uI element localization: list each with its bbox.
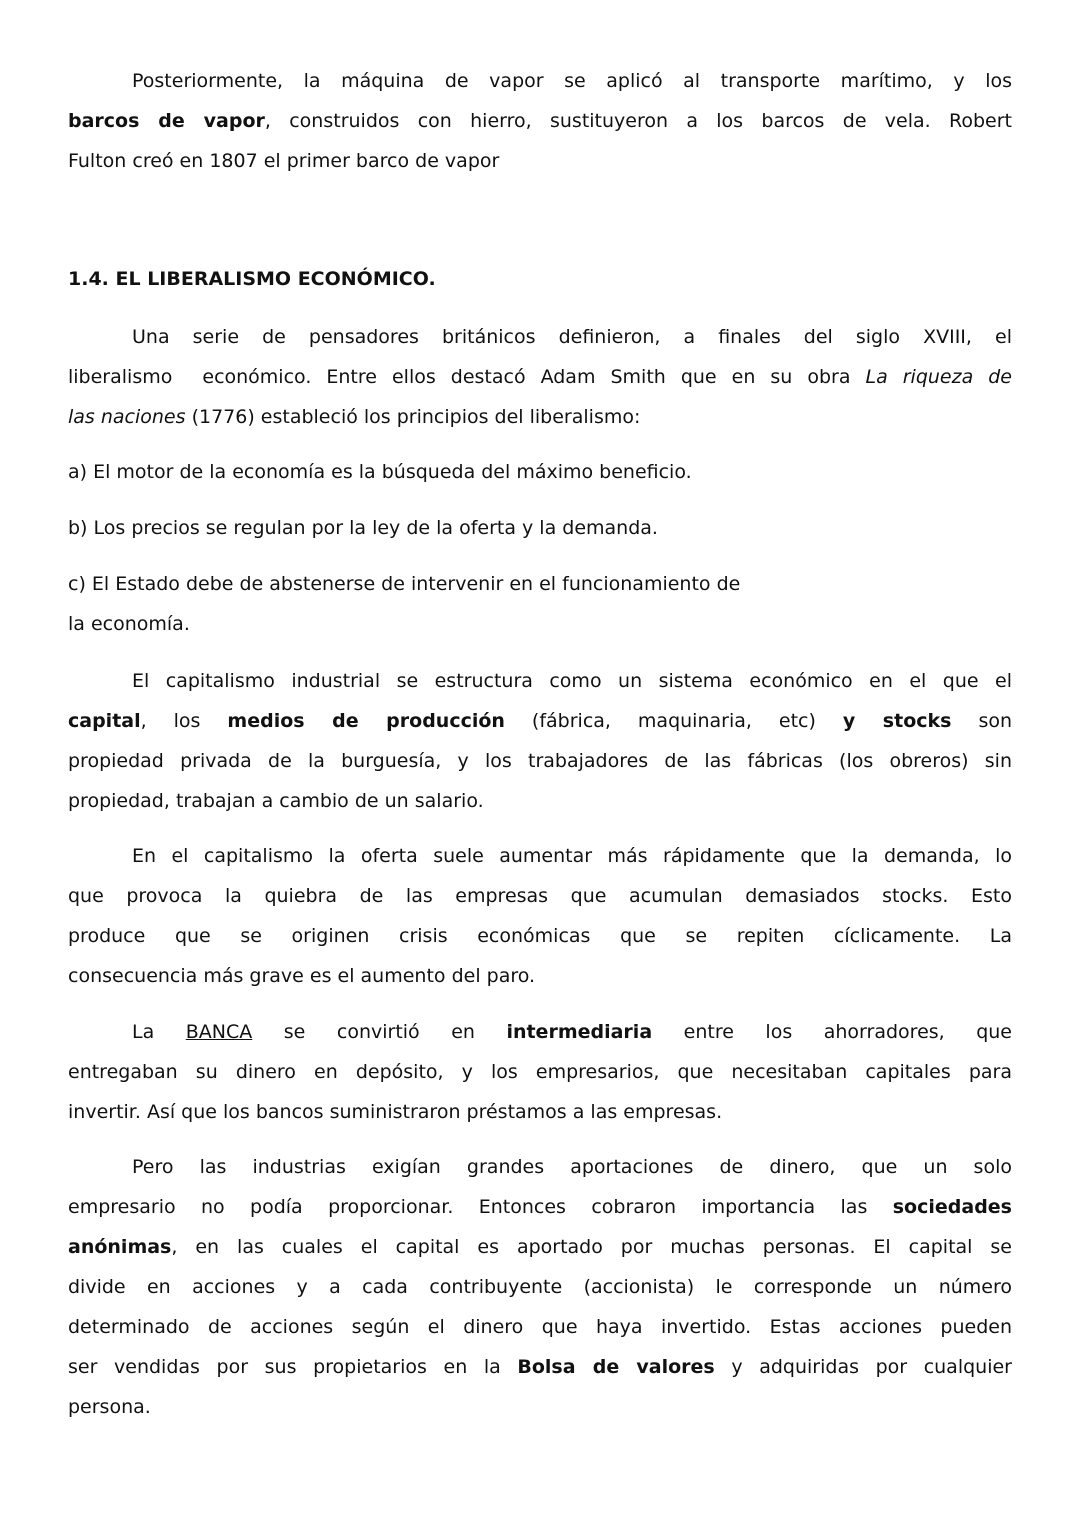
text-run: Pero las industrias exigían grandes aportaciones de dinero, que un solo [132, 1156, 1012, 1178]
list-item [68, 508, 1012, 548]
text-run: propiedad privada de la burguesía, y los trabajadores de las fábricas (los obreros) sin [68, 750, 1012, 772]
bold-text: capital [68, 710, 141, 732]
text-run: Fulton creó en 1807 el primer barco de vapor [68, 150, 500, 172]
text-run: divide en acciones y a cada contribuyente (accionista) le corresponde un número [68, 1276, 1012, 1298]
text-run: a) El motor de la economía es la búsqueda del máximo beneficio. [68, 461, 692, 483]
bold-text: anónimas [68, 1236, 172, 1258]
text-line [68, 61, 1012, 101]
paragraph [68, 317, 1012, 437]
text-line [68, 101, 1012, 141]
text-line [68, 1267, 1012, 1307]
text-line [68, 259, 1012, 299]
text-run: La [132, 1021, 186, 1043]
text-line [68, 1052, 1012, 1092]
text-line [68, 1387, 1012, 1427]
paragraph [68, 1147, 1012, 1427]
list-item [68, 452, 1012, 492]
text-run: la economía. [68, 613, 190, 635]
paragraph [68, 661, 1012, 821]
text-line [68, 357, 1012, 397]
text-run: Una serie de pensadores británicos definieron, a finales del siglo XVIII, el [132, 326, 1012, 348]
text-run: invertir. Así que los bancos suministraron préstamos a las empresas. [68, 1101, 723, 1123]
text-run: El capitalismo industrial se estructura como un sistema económico en el que el [132, 670, 1012, 692]
text-run: 1.4. EL LIBERALISMO ECONÓMICO. [68, 268, 436, 290]
text-run: , en las cuales el capital es aportado por muchas personas. El capital se [171, 1236, 1012, 1258]
bold-text: intermediaria [506, 1021, 653, 1043]
text-line [68, 452, 1012, 492]
text-run: c) El Estado debe de abstenerse de intervenir en el funcionamiento de [68, 573, 741, 595]
text-line [68, 1227, 1012, 1267]
italic-text: las naciones [68, 406, 186, 428]
paragraph [68, 836, 1012, 996]
text-run: ser vendidas por sus propietarios en la [68, 1356, 518, 1378]
text-run: que provoca la quiebra de las empresas que acumulan demasiados stocks. Esto [68, 885, 1012, 907]
underlined-text: BANCA [185, 1021, 253, 1043]
text-run: propiedad, trabajan a cambio de un salario. [68, 790, 484, 812]
paragraph [68, 61, 1012, 181]
bold-text: sociedades [892, 1196, 1012, 1218]
text-run: Posteriormente, la máquina de vapor se aplicó al transporte marítimo, y los [132, 70, 1012, 92]
text-run: se convirtió en [252, 1021, 507, 1043]
text-line [68, 508, 1012, 548]
text-run: entre los ahorradores, que [652, 1021, 1012, 1043]
text-run: empresario no podía proporcionar. Entonces cobraron importancia las [68, 1196, 893, 1218]
text-line [68, 1092, 1012, 1132]
text-run: liberalismo económico. Entre ellos destacó Adam Smith que en su obra [68, 366, 866, 388]
text-line [68, 781, 1012, 821]
text-line [68, 916, 1012, 956]
text-line [68, 741, 1012, 781]
text-run: determinado de acciones según el dinero que haya invertido. Estas acciones pueden [68, 1316, 1012, 1338]
bold-text: y stocks [842, 710, 952, 732]
text-run: persona. [68, 1396, 151, 1418]
italic-text: La riqueza de [865, 366, 1012, 388]
text-line [68, 1012, 1012, 1052]
text-line [68, 564, 1012, 604]
text-line [68, 1307, 1012, 1347]
text-line [68, 317, 1012, 357]
text-run: b) Los precios se regulan por la ley de la oferta y la demanda. [68, 517, 658, 539]
text-line [68, 956, 1012, 996]
text-run: y adquiridas por cualquier [714, 1356, 1012, 1378]
text-line [68, 661, 1012, 701]
text-line [68, 701, 1012, 741]
text-run: consecuencia más grave es el aumento del paro. [68, 965, 536, 987]
text-line [68, 836, 1012, 876]
text-run: En el capitalismo la oferta suele aumentar más rápidamente que la demanda, lo [132, 845, 1012, 867]
paragraph [68, 1012, 1012, 1132]
list-item [68, 564, 1012, 644]
section-heading [68, 259, 1012, 299]
text-run: son [951, 710, 1013, 732]
text-line [68, 1147, 1012, 1187]
text-line [68, 141, 1012, 181]
bold-text: Bolsa de valores [517, 1356, 715, 1378]
text-line [68, 1187, 1012, 1227]
text-line [68, 876, 1012, 916]
text-run: produce que se originen crisis económicas que se repiten cíclicamente. La [68, 925, 1012, 947]
text-run: (1776) estableció los principios del liberalismo: [185, 406, 641, 428]
text-line [68, 397, 1012, 437]
text-run: , construidos con hierro, sustituyeron a los barcos de vela. Robert [264, 110, 1012, 132]
text-run: , los [140, 710, 228, 732]
bold-text: barcos de vapor [68, 110, 265, 132]
text-run: (fábrica, maquinaria, etc) [504, 710, 843, 732]
bold-text: medios de producción [227, 710, 505, 732]
text-line [68, 604, 1012, 644]
text-line [68, 1347, 1012, 1387]
text-run: entregaban su dinero en depósito, y los empresarios, que necesitaban capitales para [68, 1061, 1012, 1083]
